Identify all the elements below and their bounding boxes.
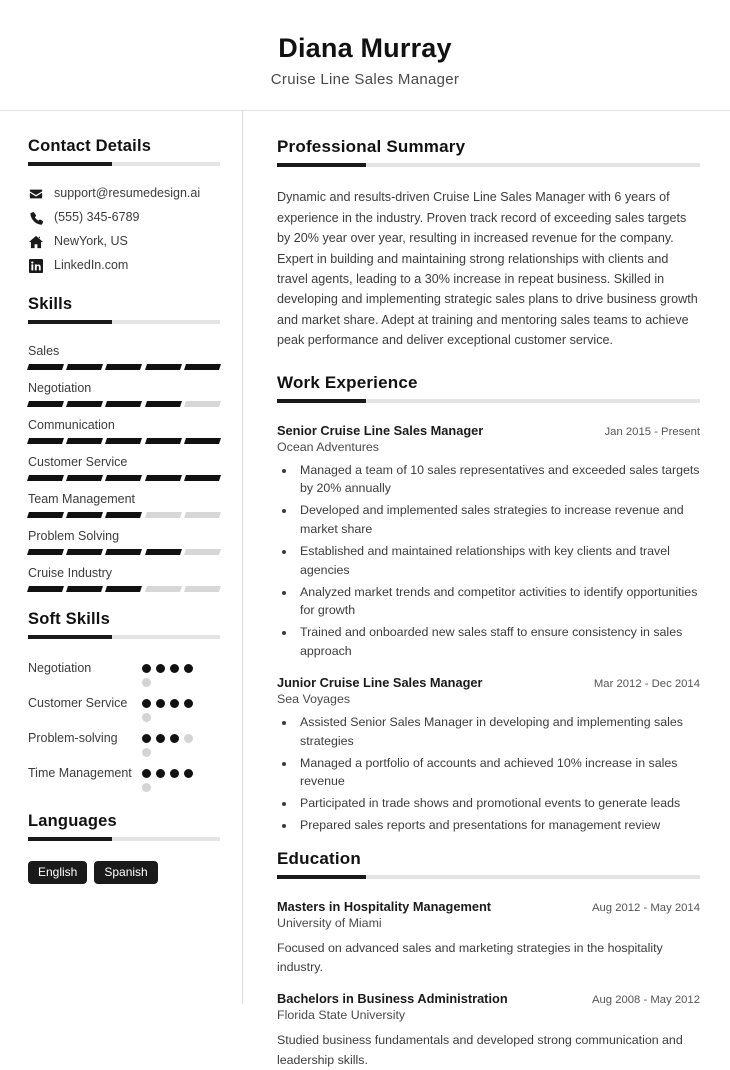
work-date-range: Jan 2015 - Present [604, 425, 700, 438]
work-bullet: • Managed a portfolio of accounts and achieved 10% increase in sales revenue [296, 754, 700, 792]
soft-skill-dot [170, 664, 179, 673]
skill-label: Sales [28, 344, 60, 359]
skill-label: Communication [28, 418, 115, 433]
education-body [277, 885, 700, 1070]
work-entry-header [277, 675, 700, 690]
soft-skills-list [28, 659, 220, 792]
soft-skill-item [28, 659, 220, 687]
skill-segment [184, 438, 221, 444]
work-entry-header [277, 423, 700, 438]
soft-skill-dot [156, 664, 165, 673]
soft-skill-dot [142, 734, 151, 743]
skill-segment [145, 438, 182, 444]
education-degree: Bachelors in Business Administration [277, 991, 508, 1007]
work-company: Ocean Adventures [277, 439, 379, 454]
skill-segment [145, 364, 182, 370]
soft-skill-dot [142, 664, 151, 673]
work-experience-body [277, 409, 700, 836]
soft-skill-dot [170, 699, 179, 708]
section-underline [28, 635, 220, 639]
soft-skill-label: Negotiation [28, 661, 92, 676]
resume-body [0, 111, 730, 1067]
skill-segment [66, 512, 103, 518]
work-bullet: • Analyzed market trends and competitor activities to identify opportunities for growth [296, 583, 700, 621]
education-entry [277, 899, 700, 977]
work-bullet: • Prepared sales reports and presentations for management review [296, 816, 700, 835]
contact-text: (555) 345-6789 [54, 210, 140, 225]
education-degree: Masters in Hospitality Management [277, 899, 492, 915]
skill-label: Problem Solving [28, 529, 120, 544]
skill-rating-bar [28, 512, 220, 518]
skill-segment [66, 364, 103, 370]
skill-segment [184, 401, 221, 407]
section-skills [28, 295, 220, 324]
work-bullet: • Managed a team of 10 sales representatives and exceeded sales targets by 20% annually [296, 461, 700, 499]
contact-row[interactable] [28, 210, 220, 225]
language-badge: Spanish [94, 861, 157, 884]
work-bullet-list [277, 713, 700, 835]
soft-skill-dot [170, 734, 179, 743]
work-bullet: • Assisted Senior Sales Manager in developing and implementing sales strategies [296, 713, 700, 751]
contact-row[interactable] [28, 186, 220, 201]
skill-segment [105, 401, 142, 407]
skill-rating-bar [28, 549, 220, 555]
skill-rating-bar [28, 586, 220, 592]
skill-rating-bar [28, 475, 220, 481]
skill-label: Cruise Industry [28, 566, 113, 581]
skill-segment [105, 586, 142, 592]
skill-segment [105, 364, 142, 370]
skill-segment [66, 549, 103, 555]
skill-segment [66, 586, 103, 592]
skill-segment [27, 586, 64, 592]
education-institution: Florida State University [277, 1008, 406, 1023]
skill-segment [27, 512, 64, 518]
soft-skill-item [28, 764, 220, 792]
soft-skill-rating [142, 729, 204, 757]
education-entry-list [277, 899, 700, 1070]
work-bullet: • Participated in trade shows and promotional events to generate leads [296, 794, 700, 813]
work-entry [277, 423, 700, 661]
skill-segment [66, 438, 103, 444]
skill-segment [184, 364, 221, 370]
linkedin-icon [28, 258, 43, 273]
skill-segment [145, 475, 182, 481]
skill-segment [145, 512, 182, 518]
contact-row[interactable] [28, 258, 220, 273]
skill-rating-bar [28, 438, 220, 444]
soft-skills-body [28, 645, 220, 792]
section-work-experience [277, 373, 700, 403]
section-heading: Soft Skills [28, 610, 110, 629]
section-underline [28, 162, 220, 166]
soft-skill-dot [170, 769, 179, 778]
skill-segment [184, 475, 221, 481]
section-underline [277, 399, 700, 403]
section-underline [277, 163, 700, 167]
skill-segment [27, 364, 64, 370]
skill-segment [27, 475, 64, 481]
work-job-title: Senior Cruise Line Sales Manager [277, 422, 484, 438]
contact-text: support@resumedesign.ai [54, 186, 201, 201]
work-bullet: • Trained and onboarded new sales staff to ensure consistency in sales approach [296, 623, 700, 661]
phone-icon [28, 210, 43, 225]
soft-skill-dot [156, 734, 165, 743]
soft-skill-dot [142, 699, 151, 708]
skill-item [28, 492, 220, 518]
work-job-title: Junior Cruise Line Sales Manager [277, 674, 483, 690]
soft-skill-item [28, 729, 220, 757]
language-badge: English [28, 861, 87, 884]
soft-skill-dot [184, 769, 193, 778]
skills-body [28, 330, 220, 592]
soft-skill-dot [184, 664, 193, 673]
work-bullet: • Developed and implemented sales strategies to increase revenue and market share [296, 501, 700, 539]
skill-segment [66, 401, 103, 407]
education-description: Studied business fundamentals and developed strong communication and leadership skills. [277, 1033, 683, 1067]
skill-label: Customer Service [28, 455, 128, 470]
skill-segment [105, 512, 142, 518]
contact-text: NewYork, US [54, 234, 128, 249]
section-heading: Work Experience [277, 372, 418, 392]
main-column [243, 111, 730, 1067]
skill-segment [27, 438, 64, 444]
skills-list [28, 344, 220, 592]
education-date-range: Aug 2012 - May 2014 [591, 902, 700, 915]
education-description: Focused on advanced sales and marketing strategies in the hospitality industry. [277, 941, 663, 975]
soft-skill-label: Problem-solving [28, 731, 118, 746]
skill-segment [105, 438, 142, 444]
soft-skill-rating [142, 764, 204, 792]
section-underline [28, 320, 220, 324]
work-entry [277, 675, 700, 835]
soft-skill-dot [142, 769, 151, 778]
skill-item [28, 529, 220, 555]
skill-segment [145, 586, 182, 592]
skill-item [28, 381, 220, 407]
skill-segment [184, 586, 221, 592]
skill-segment [184, 549, 221, 555]
education-entry [277, 991, 700, 1069]
skill-label: Team Management [28, 492, 136, 507]
contact-row[interactable] [28, 234, 220, 249]
skill-segment [145, 401, 182, 407]
section-heading: Education [277, 849, 361, 869]
contact-details-body [28, 172, 220, 273]
work-entry-list [277, 423, 700, 836]
work-bullet: • Established and maintained relationships with key clients and travel agencies [296, 542, 700, 580]
contact-list [28, 186, 220, 273]
section-heading: Contact Details [28, 137, 152, 156]
soft-skill-dot [142, 783, 151, 792]
skill-segment [184, 512, 221, 518]
skill-item [28, 566, 220, 592]
soft-skill-dot [156, 699, 165, 708]
section-heading: Professional Summary [277, 137, 466, 157]
skill-item [28, 344, 220, 370]
skill-segment [105, 475, 142, 481]
soft-skill-dot [142, 713, 151, 722]
skill-item [28, 455, 220, 481]
candidate-job-title: Cruise Line Sales Manager [270, 71, 460, 89]
work-date-range: Mar 2012 - Dec 2014 [593, 677, 700, 690]
summary-text: Dynamic and results-driven Cruise Line Sales Manager with 6 years of experience in the industry. Proven track record of exceeding sales targets by 20% year over year, resulting in increased revenue for the company. Expert in building and maintaining strong relationships with clients and travel agents, leading to a 30% increase in repeat business. Skilled in developing and implementing strategic sales plans to drive business growth and market share. Adept at training and mentoring sales teams to achieve peak performance and deliver exceptional customer service. [277, 190, 698, 348]
soft-skill-rating [142, 694, 204, 722]
soft-skill-dot [184, 734, 193, 743]
section-contact-details [28, 137, 220, 166]
education-entry-header [277, 899, 700, 914]
contact-text: LinkedIn.com [54, 258, 129, 273]
resume-header [0, 0, 730, 111]
section-education [277, 849, 700, 879]
education-entry-header [277, 991, 700, 1006]
languages-body [28, 847, 220, 884]
skill-item [28, 418, 220, 444]
skill-segment [105, 549, 142, 555]
skill-segment [145, 549, 182, 555]
home-icon [28, 234, 43, 249]
education-institution: University of Miami [277, 916, 382, 931]
skill-segment [27, 401, 64, 407]
envelope-icon [28, 186, 43, 201]
section-professional-summary [277, 137, 700, 167]
section-underline [28, 837, 220, 841]
soft-skill-rating [142, 659, 204, 687]
soft-skill-dot [156, 769, 165, 778]
sidebar [0, 111, 243, 1004]
skill-segment [66, 475, 103, 481]
education-date-range: Aug 2008 - May 2012 [591, 994, 700, 1007]
skill-segment [27, 549, 64, 555]
section-heading: Languages [28, 812, 117, 831]
work-company: Sea Voyages [277, 691, 351, 706]
section-languages [28, 812, 220, 841]
soft-skill-item [28, 694, 220, 722]
soft-skill-dot [184, 699, 193, 708]
section-underline [277, 875, 700, 879]
soft-skill-dot [142, 678, 151, 687]
language-list [28, 861, 220, 884]
section-heading: Skills [28, 295, 73, 314]
soft-skill-label: Time Management [28, 766, 132, 781]
skill-rating-bar [28, 401, 220, 407]
skill-rating-bar [28, 364, 220, 370]
work-bullet-list [277, 461, 700, 661]
professional-summary-body [277, 173, 700, 350]
skill-label: Negotiation [28, 381, 92, 396]
section-soft-skills [28, 610, 220, 639]
soft-skill-dot [142, 748, 151, 757]
soft-skill-label: Customer Service [28, 696, 128, 711]
candidate-name: Diana Murray [278, 33, 452, 63]
